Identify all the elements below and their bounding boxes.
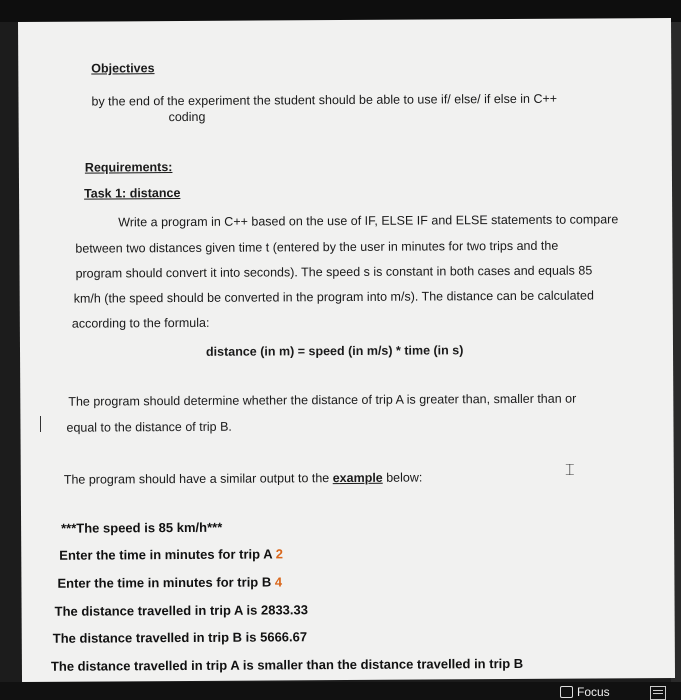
ibeam-cursor-icon: ⌶ xyxy=(565,462,575,479)
formula: distance (in m) = speed (in m/s) * time (in s) xyxy=(205,343,464,359)
input-b-value: 4 xyxy=(274,574,283,590)
objectives-line-2: coding xyxy=(168,109,206,125)
determine-line-1: The program should determine whether the distance of trip A is greater than, smaller than or xyxy=(68,391,577,409)
focus-icon xyxy=(560,686,573,698)
task-heading: Task 1: distance xyxy=(84,186,181,201)
example-speed-line: ***The speed is 85 km/h*** xyxy=(61,519,223,536)
requirements-heading: Requirements: xyxy=(84,160,173,175)
para-line-4: km/h (the speed should be converted in the program into m/s). The distance can be calculated xyxy=(73,288,594,306)
para-line-5: according to the formula: xyxy=(71,315,210,331)
objectives-heading: Objectives xyxy=(91,61,155,76)
objectives-line-1: by the end of the experiment the student should be able to use if/ else/ if else in C++ xyxy=(91,91,558,109)
para-line-3: program should convert it into seconds). The speed s is constant in both cases and equals 85 xyxy=(75,263,593,281)
prompt-b-text: Enter the time in minutes for trip B xyxy=(57,574,272,591)
output-intro-pre: The program should have a similar output to the xyxy=(63,471,333,487)
prompt-a-text: Enter the time in minutes for trip A xyxy=(59,546,273,563)
output-intro xyxy=(64,471,423,487)
example-prompt-b xyxy=(57,574,282,590)
determine-line-2: equal to the distance of trip B. xyxy=(66,419,232,435)
input-a-value: 2 xyxy=(275,546,284,562)
example-result: The distance travelled in trip A is smaller than the distance travelled in trip B xyxy=(50,655,524,674)
example-prompt-a xyxy=(59,546,283,562)
output-intro-post: below: xyxy=(382,470,423,485)
para-line-1: Write a program in C++ based on the use of IF, ELSE IF and ELSE statements to compare xyxy=(118,212,619,230)
focus-button[interactable] xyxy=(560,684,610,700)
text-cursor xyxy=(40,416,41,432)
focus-label: Focus xyxy=(577,685,610,699)
para-line-2: between two distances given time t (entered by the user in minutes for two trips and the xyxy=(75,238,559,256)
document-page xyxy=(18,18,675,682)
example-link[interactable]: example xyxy=(332,470,383,486)
example-dist-a: The distance travelled in trip A is 2833.33 xyxy=(54,602,309,619)
example-dist-b: The distance travelled in trip B is 5666.67 xyxy=(52,629,308,646)
layout-icon[interactable] xyxy=(650,686,666,700)
